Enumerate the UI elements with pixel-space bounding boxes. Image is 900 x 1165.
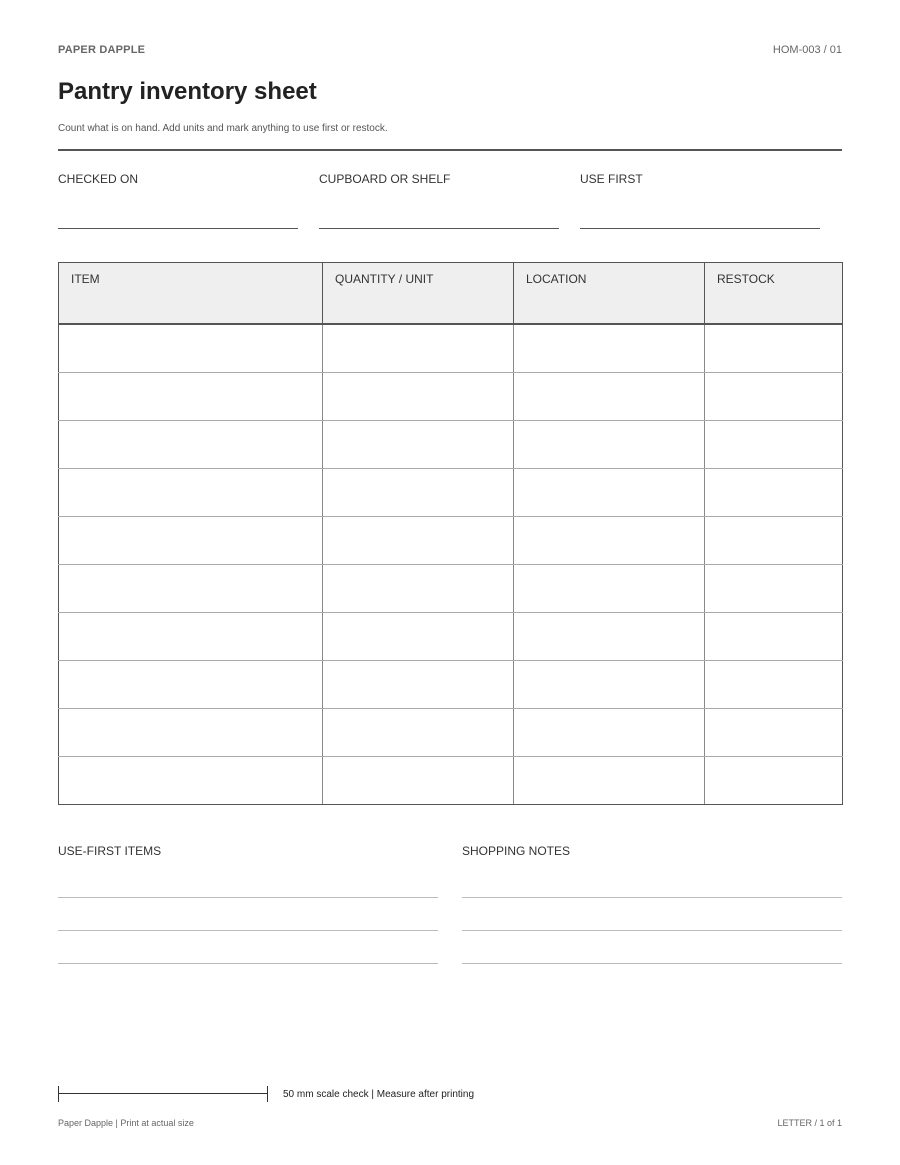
table-cell[interactable] [323,372,514,420]
inventory-table [58,262,843,805]
table-row [59,420,843,468]
table-row [59,756,843,804]
shopping-notes-line[interactable] [462,897,842,898]
table-cell[interactable] [705,756,843,804]
table-row [59,468,843,516]
table-cell[interactable] [59,420,323,468]
table-cell[interactable] [705,564,843,612]
table-cell[interactable] [705,468,843,516]
column-header-restock: RESTOCK [705,263,843,324]
table-cell[interactable] [59,564,323,612]
scale-tick-start [58,1086,59,1102]
table-cell[interactable] [514,660,705,708]
table-row [59,708,843,756]
table-cell[interactable] [59,708,323,756]
shopping-notes-line[interactable] [462,963,842,964]
use-first-write-line [580,228,820,229]
scale-check-text: 50 mm scale check | Measure after printing [283,1089,475,1100]
table-row [59,612,843,660]
table-cell[interactable] [514,564,705,612]
table-cell[interactable] [323,516,514,564]
table-cell[interactable] [59,612,323,660]
use-first-field[interactable] [580,172,820,186]
header-divider [58,149,842,151]
table-cell[interactable] [514,756,705,804]
table-cell[interactable] [323,564,514,612]
table-cell[interactable] [323,468,514,516]
footer-page-info: LETTER / 1 of 1 [777,1118,842,1128]
table-cell[interactable] [514,420,705,468]
shopping-notes-label: SHOPPING NOTES [462,844,571,858]
use-first-items-line[interactable] [58,930,438,931]
table-cell[interactable] [59,660,323,708]
table-cell[interactable] [514,468,705,516]
table-cell[interactable] [514,612,705,660]
page-subtitle: Count what is on hand. Add units and mark anything to use first or restock. [58,123,388,134]
table-cell[interactable] [59,756,323,804]
table-cell[interactable] [705,420,843,468]
use-first-items-label: USE-FIRST ITEMS [58,844,162,858]
use-first-label: USE FIRST [580,172,643,186]
table-cell[interactable] [705,708,843,756]
column-header-location: LOCATION [514,263,705,324]
scale-line [58,1093,267,1094]
use-first-items-line[interactable] [58,963,438,964]
table-cell[interactable] [514,372,705,420]
table-row [59,372,843,420]
table-cell[interactable] [705,324,843,373]
table-cell[interactable] [59,468,323,516]
table-row [59,564,843,612]
inventory-table-body [59,324,843,805]
table-cell[interactable] [323,420,514,468]
table-cell[interactable] [514,708,705,756]
shopping-notes-line[interactable] [462,930,842,931]
cupboard-or-shelf-field[interactable] [319,172,559,186]
shopping-notes-section [462,844,842,858]
table-header-row [59,263,843,324]
table-cell[interactable] [59,324,323,373]
table-row [59,516,843,564]
brand-name: PAPER DAPPLE [58,44,146,56]
table-cell[interactable] [514,324,705,373]
table-cell[interactable] [705,612,843,660]
column-header-item: ITEM [59,263,323,324]
table-cell[interactable] [705,516,843,564]
use-first-items-section [58,844,438,858]
checked-on-label: CHECKED ON [58,172,139,186]
table-row [59,660,843,708]
cupboard-or-shelf-write-line [319,228,559,229]
table-cell[interactable] [323,708,514,756]
document-id: HOM-003 / 01 [772,44,842,56]
page-title: Pantry inventory sheet [58,78,317,105]
table-cell[interactable] [59,372,323,420]
table-cell[interactable] [323,660,514,708]
table-cell[interactable] [323,612,514,660]
table-cell[interactable] [705,372,843,420]
table-row [59,324,843,373]
table-cell[interactable] [514,516,705,564]
table-cell[interactable] [323,756,514,804]
use-first-items-line[interactable] [58,897,438,898]
table-cell[interactable] [705,660,843,708]
footer-left-text: Paper Dapple | Print at actual size [58,1118,194,1128]
table-cell[interactable] [59,516,323,564]
table-cell[interactable] [323,324,514,373]
scale-tick-end [267,1086,268,1102]
checked-on-write-line [58,228,298,229]
checked-on-field[interactable] [58,172,298,186]
column-header-quantity-unit: QUANTITY / UNIT [323,263,514,324]
scale-check-bar [58,1086,268,1102]
cupboard-or-shelf-label: CUPBOARD OR SHELF [319,172,451,186]
